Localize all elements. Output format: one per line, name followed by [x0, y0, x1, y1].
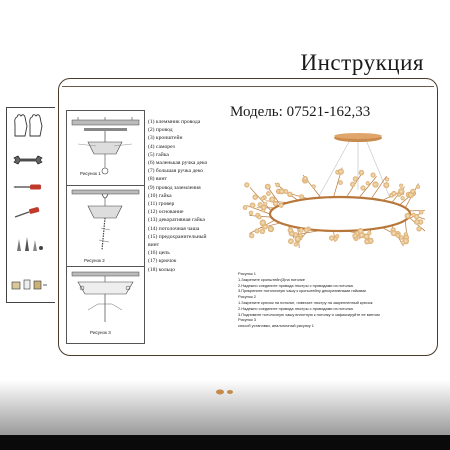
chandelier-image: [240, 128, 425, 268]
instruction-line: 2.Надежно соедините провода люстры с проводами из потолка: [238, 282, 353, 288]
part-item: (4) саморез: [148, 143, 175, 150]
part-item: (16) цепь: [148, 250, 170, 257]
part-item: (8) винт: [148, 176, 167, 183]
part-item: (14) потолочная чаша: [148, 225, 200, 232]
part-item: (1) клеммник провода: [148, 119, 201, 125]
part-item: (17) крючок: [148, 258, 177, 265]
instruction-line: 3.Прикрепите потолочную чашу к кронштейну декоративными гайками: [238, 288, 366, 294]
drill-bits-icon: [12, 236, 44, 252]
instruction-heading: Рисунок 2: [238, 294, 256, 300]
part-item: (5) гайка: [148, 151, 169, 158]
part-item: (12) основание: [148, 209, 184, 216]
model-label: Модель: 07521-162,33: [230, 104, 371, 120]
part-item: (3) кронштейн: [148, 135, 183, 142]
part-item: (6) маленькая ручка деко: [148, 160, 208, 167]
instruction-line: 2.Надежно соедините провода люстры с проводами из потолка: [238, 305, 353, 311]
bottom-bar: [0, 435, 450, 450]
part-item: (9) провод заземления: [148, 184, 201, 191]
part-item: (13) декоративная гайка: [148, 217, 205, 224]
part-item: (15) предохранительный: [148, 233, 207, 240]
figure-2-diagram: [68, 188, 143, 258]
floor-reflection: [0, 380, 450, 435]
parts-list: [148, 118, 228, 274]
figure-3-diagram: [68, 270, 143, 330]
part-item: (11) гровер: [148, 201, 175, 208]
instruction-line: 3.Поднимите потолочную чашу вплотную к потолку и зафиксируйте ее винтом: [238, 311, 380, 317]
installation-instructions: [238, 271, 418, 329]
part-item: (10) гайка: [148, 192, 172, 199]
part-item: винт: [148, 242, 160, 249]
part-item: (7) большая ручка деко: [148, 168, 204, 175]
part-item: (18) кольцо: [148, 266, 176, 273]
instruction-line: способ установки, аналогичный рисунку 1: [238, 323, 314, 329]
figure-2-label: Рисунок 2: [84, 258, 105, 263]
screwdriver-icon: [12, 182, 44, 192]
figure-1-label: Рисунок 1: [80, 171, 101, 176]
instruction-line: 1.Закрепите кронштейн(3)на потолке: [238, 276, 305, 282]
diagram-divider: [67, 185, 144, 186]
figure-3-label: Рисунок 3: [90, 330, 111, 335]
tester-screwdriver-icon: [12, 206, 44, 220]
wrench-icon: [12, 154, 44, 166]
instruction-heading: Рисунок 3: [238, 317, 256, 323]
diagram-divider: [67, 266, 144, 267]
instruction-line: 1.Закрепите крючок на потолке, повесьте люстру на закрепленный крючок: [238, 299, 373, 305]
gloves-icon: [12, 112, 46, 138]
instruction-heading: Рисунок 1: [238, 271, 256, 276]
frame-divider: [62, 86, 434, 87]
part-item: (2) провод: [148, 127, 173, 134]
terminal-connectors-icon: [10, 276, 48, 294]
page-title: Инструкция: [300, 50, 424, 75]
